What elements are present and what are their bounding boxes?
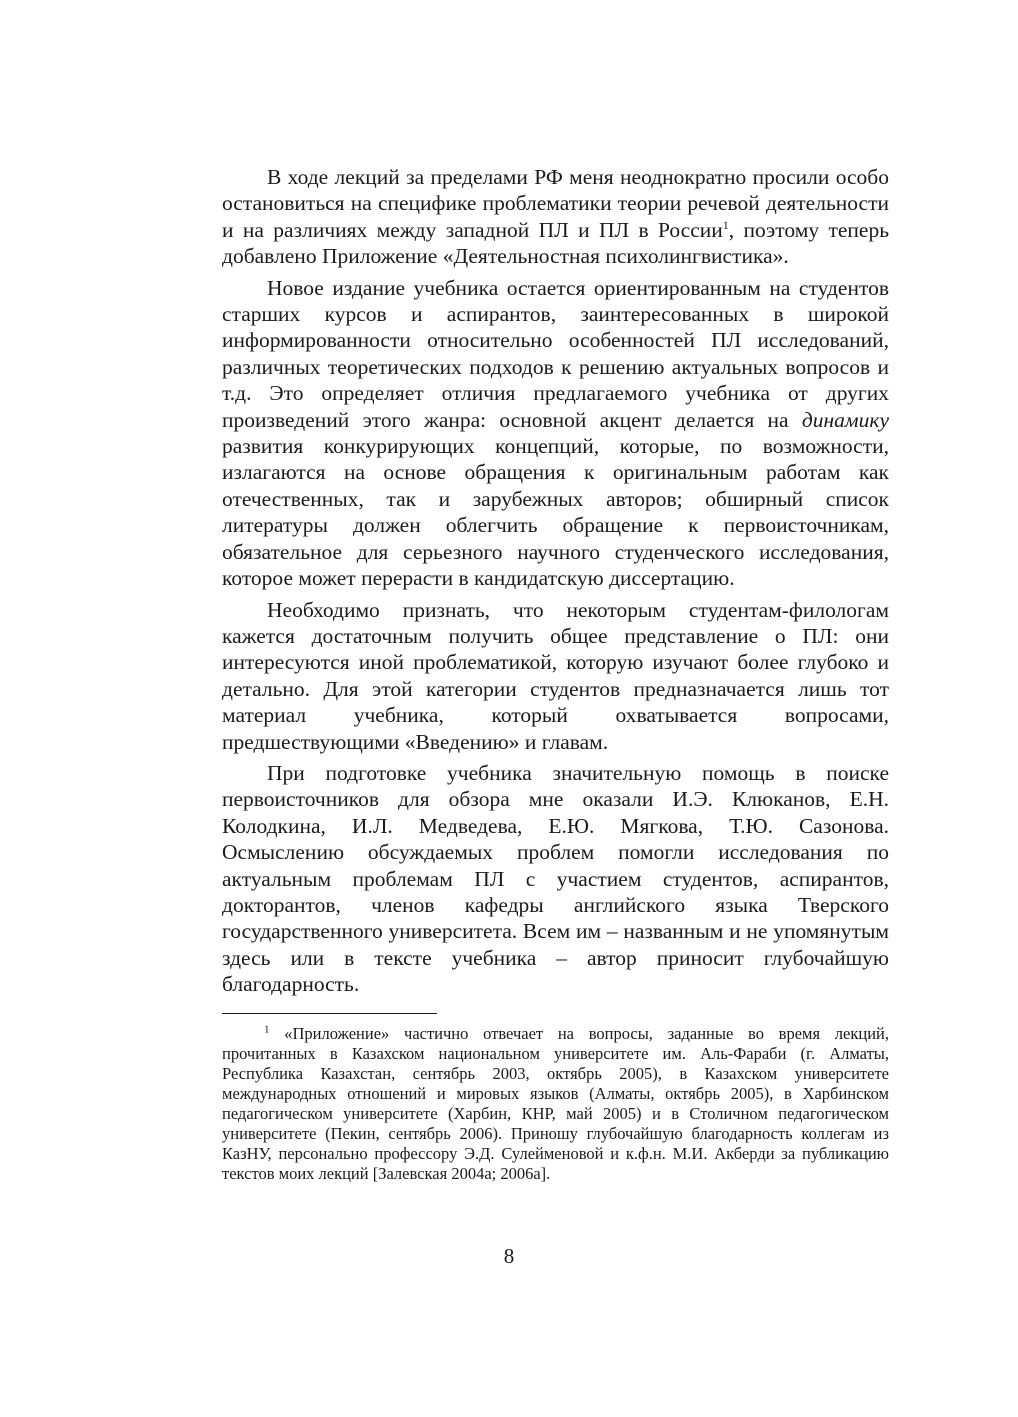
- paragraph-1-tail: , поэтому теперь добавлено Приложение «Деятельностная психолингвистика».: [222, 217, 890, 269]
- footnote-text: «Приложение» частично отвечает на вопросы, заданные во время лекций, прочитанных в Казахском национальном университете им. Аль-Фараби (г. Алматы, Республика Казахстан, сентябрь 2003, октябрь 2005), в Казахском университете международных отношений и мировых языков (Алматы, октябрь 2005), в Харбинском педагогическом университете (Харбин, КНР, май 2005) и в Столичном педагогическом университете (Пекин, сентябрь 2006). Приношу глубочайшую благодарность коллегам из КазНУ, персонально профессору Э.Д. Сулейменовой и к.ф.н. М.И. Акберди за публикацию текстов моих лекций [Залевская 2004а; 2006а].: [222, 1024, 889, 1183]
- paragraph-1: [222, 164, 889, 270]
- paragraph-2-text: Новое издание учебника остается ориентированным на студентов старших курсов и аспирантов, заинтересованных в широкой информированности относительно особенностей ПЛ исследований, различных теоретических подходов к решению актуальных вопросов и т.д. Это определяет отличия предлагаемого учебника от других произведений этого жанра: основной акцент делается на: [222, 275, 889, 432]
- paragraph-3: Необходимо признать, что некоторым студентам-филологам кажется достаточным получить общее представление о ПЛ: они интересуются иной проблематикой, которую изучают более глубоко и детально. Для этой категории студентов предназначается лишь тот материал учебника, который охватывается вопросами, предшествующими «Введению» и главам.: [222, 597, 889, 754]
- footnote-mark: 1: [264, 1023, 270, 1036]
- footnote-divider: [222, 1013, 437, 1014]
- page-number: 8: [503, 1244, 515, 1268]
- paragraph-1-text: В ходе лекций за пределами РФ меня неоднократно просили особо остановиться на специфике проблематики теории речевой деятельности и на различиях между западной ПЛ и ПЛ в России: [222, 165, 889, 242]
- paragraph-2-tail: развития конкурирующих концепций, которые, по возможности, излагаются на основе обращения к оригинальным работам как отечественных, так и зарубежных авторов; обширный список литературы должен облегчить обращение к первоисточникам, обязательное для серьезного научного студенческого исследования, которое может перерасти в кандидатскую диссертацию.: [222, 434, 889, 591]
- footnote-reference[interactable]: 1: [722, 217, 729, 232]
- emphasis-word: динамику: [801, 407, 889, 432]
- footnote: [222, 1024, 889, 1184]
- paragraph-4: При подготовке учебника значительную помощь в поиске первоисточников для обзора мне оказали И.Э. Клюканов, Е.Н. Колодкина, И.Л. Медведева, Е.Ю. Мягкова, Т.Ю. Сазонова. Осмыслению обсуждаемых проблем помогли исследования по актуальным проблемам ПЛ с участием студентов, аспирантов, докторантов, членов кафедры английского языка Тверского государственного университета. Всем им – названным и не упомянутым здесь или в тексте учебника – автор приносит глубочайшую благодарность.: [222, 760, 889, 997]
- main-text: [222, 164, 889, 998]
- paragraph-2: [222, 275, 889, 592]
